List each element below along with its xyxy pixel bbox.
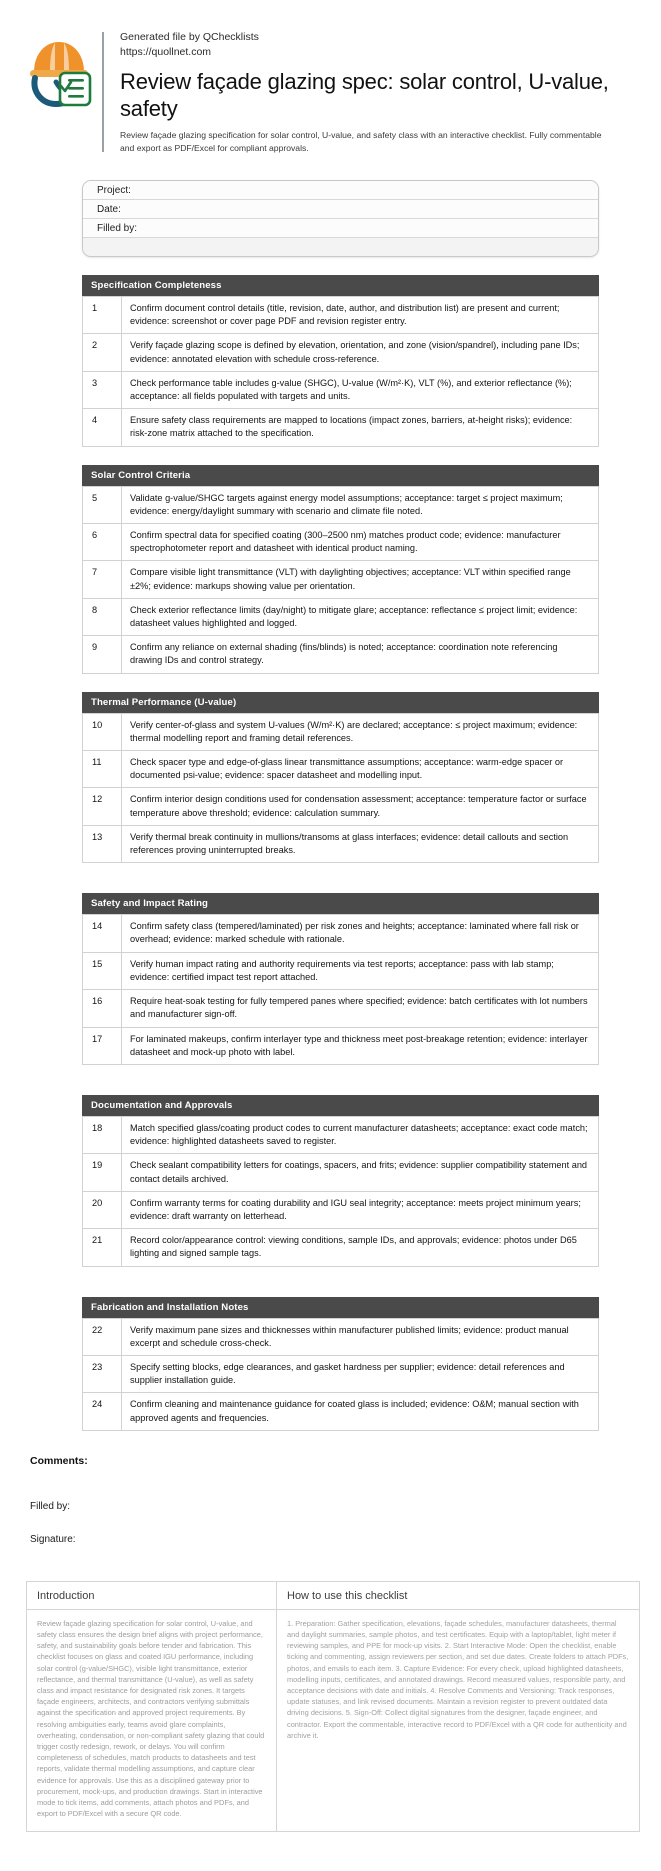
header-text-block (120, 28, 631, 154)
checklist-section (82, 692, 599, 864)
item-text: Check exterior reflectance limits (day/night) to mitigate glare; acceptance: reflectance ≤ project limit; evidence: datasheet values highlighted and logged. (122, 598, 599, 635)
item-number: 11 (83, 751, 122, 788)
checklist-section (82, 1297, 599, 1431)
item-text: Record color/appearance control: viewing conditions, sample IDs, and approvals; evidence: photos under D65 lighting and signed sample tags. (122, 1229, 599, 1266)
checklist-table (82, 1116, 599, 1267)
table-row[interactable] (83, 1027, 599, 1064)
item-text: Verify thermal break continuity in mullions/transoms at glass interfaces; evidence: detail callouts and section references proving uninterrupted breaks. (122, 825, 599, 862)
item-text: Compare visible light transmittance (VLT) with daylighting objectives; acceptance: VLT within specified range ±2%; evidence: markups showing value per orientation. (122, 561, 599, 598)
table-row[interactable] (83, 1393, 599, 1430)
item-number: 10 (83, 713, 122, 750)
howto-panel (277, 1582, 639, 1832)
page-subtitle: Review façade glazing specification for solar control, U-value, and safety class with an interactive checklist. Fully commentable and export as PDF/Excel for compliant approvals. (120, 130, 602, 153)
item-number: 2 (83, 334, 122, 371)
item-text: Specify setting blocks, edge clearances, and gasket hardness per supplier; evidence: detail references and supplier installation guide. (122, 1355, 599, 1392)
checklist-table (82, 1318, 599, 1431)
table-row[interactable] (83, 486, 599, 523)
filled-by-label[interactable]: Filled by: (30, 1500, 71, 1512)
table-row[interactable] (83, 788, 599, 825)
item-number: 22 (83, 1318, 122, 1355)
table-row[interactable] (83, 1318, 599, 1355)
item-text: Verify center-of-glass and system U-values (W/m²·K) are declared; acceptance: ≤ project maximum; evidence: thermal modelling report and framing detail references. (122, 713, 599, 750)
introduction-title: Introduction (27, 1582, 276, 1610)
checklist-section (82, 275, 599, 447)
table-row[interactable] (83, 636, 599, 673)
table-row[interactable] (83, 990, 599, 1027)
item-number: 8 (83, 598, 122, 635)
item-number: 5 (83, 486, 122, 523)
item-text: Require heat-soak testing for fully tempered panes where specified; evidence: batch certificates with lot numbers and manufacturer sign-off. (122, 990, 599, 1027)
comments-label: Comments: (30, 1454, 88, 1467)
table-row[interactable] (83, 713, 599, 750)
introduction-body: Review façade glazing specification for solar control, U-value, and safety class ensures the design brief aligns with project performance, safety, and sustainability goals before tender and fabrication. This checklist focuses on glass and coated IGU performance, including solar control (g-value/SHGC), visible light transmittance, exterior reflectance, and thermal transmittance (U-value), as well as safety class and impact resistance for designated risk zones. It targets façade engineers, architects, and contractors verifying submittals against the specification and approved project requirements. By resolving ambiguities early, teams avoid glare complaints, overheating, condensation, or non-compliant safety glazing that could trigger costly redesign, rework, or delays. You will confirm completeness of schedules, match products to datasheets and test reports, validate thermal modelling assumptions, and capture clear evidence for approvals. Use this as a disciplined gateway prior to procurement, mock-ups, and production drawings. Start in interactive mode to tick items, add comments, attach photos and PDFs, and export to PDF/Excel with a secure QR code. (37, 1618, 265, 1819)
item-text: Check sealant compatibility letters for coatings, spacers, and frits; evidence: supplier compatibility statement and contact details archived. (122, 1154, 599, 1191)
signature-label[interactable]: Signature: (30, 1533, 76, 1545)
table-row[interactable] (83, 825, 599, 862)
checklist-section (82, 893, 599, 1065)
table-row[interactable] (83, 1116, 599, 1153)
checklist-table (82, 713, 599, 864)
table-row[interactable] (83, 561, 599, 598)
table-row[interactable] (83, 371, 599, 408)
introduction-panel (27, 1582, 277, 1832)
item-text: Confirm warranty terms for coating durability and IGU seal integrity; acceptance: meets project minimum years; evidence: draft warranty on letterhead. (122, 1191, 599, 1228)
table-row[interactable] (83, 915, 599, 952)
item-number: 15 (83, 952, 122, 989)
item-number: 16 (83, 990, 122, 1027)
item-number: 9 (83, 636, 122, 673)
item-text: Check performance table includes g-value (SHGC), U-value (W/m²·K), VLT (%), and exterior reflectance (%); acceptance: all fields populated with targets and units. (122, 371, 599, 408)
item-number: 20 (83, 1191, 122, 1228)
item-text: Validate g-value/SHGC targets against energy model assumptions; acceptance: target ≤ project maximum; evidence: energy/daylight summary with scenario and climate file noted. (122, 486, 599, 523)
section-header: Solar Control Criteria (82, 465, 599, 486)
item-number: 12 (83, 788, 122, 825)
checklist-sections (0, 275, 661, 1431)
header-divider (102, 32, 104, 152)
hardhat-clipboard-logo-icon (26, 34, 96, 110)
document-header (0, 0, 661, 154)
table-row[interactable] (83, 409, 599, 446)
section-header: Fabrication and Installation Notes (82, 1297, 599, 1318)
signoff-block (30, 1455, 599, 1545)
table-row[interactable] (83, 1191, 599, 1228)
item-number: 23 (83, 1355, 122, 1392)
table-row[interactable] (83, 598, 599, 635)
item-number: 17 (83, 1027, 122, 1064)
item-number: 18 (83, 1116, 122, 1153)
item-text: Confirm any reliance on external shading (fins/blinds) is noted; acceptance: coordination note referencing drawing IDs and control strategy. (122, 636, 599, 673)
item-text: Confirm cleaning and maintenance guidance for coated glass is included; evidence: O&M; manual section with approved agents and frequencies. (122, 1393, 599, 1430)
table-row[interactable] (83, 334, 599, 371)
table-row[interactable] (83, 751, 599, 788)
generated-by-label: Generated file by QChecklists (120, 31, 259, 43)
item-number: 21 (83, 1229, 122, 1266)
item-text: Confirm document control details (title, revision, date, author, and distribution list) are present and current; evidence: screenshot or cover page PDF and revision register entry. (122, 297, 599, 334)
table-row[interactable] (83, 1229, 599, 1266)
item-text: Confirm safety class (tempered/laminated) per risk zones and heights; acceptance: laminated where fall risk or overhead; evidence: marked schedule with rationale. (122, 915, 599, 952)
item-number: 6 (83, 524, 122, 561)
date-field[interactable]: Date: (83, 200, 598, 219)
item-text: Verify maximum pane sizes and thicknesses within manufacturer published limits; evidence: product manual excerpt and schedule cross-check. (122, 1318, 599, 1355)
howto-body: 1. Preparation: Gather specification, elevations, façade schedules, manufacturer datasheets, thermal and daylight summaries, sample photos, and test certificates. Equip with a laptop/tablet, light meter if reviewing samples, and PPE for mock-up visits. 2. Start Interactive Mode: Open the checklist, enable ticking and commenting, assign reviewers per section, and set due dates. Create folders to attach PDFs, photos, and emails to each item. 3. Capture Evidence: For every check, upload highlighted datasheets, modelling inputs, certificates, and annotated drawings. Record measured values, responsible party, and acceptance decisions with date and initials. 4. Resolve Comments and Versioning: Track responses, update statuses, and link revised documents. Maintain a revision register to prevent outdated data driving decisions. 5. Sign-Off: Collect digital signatures from the designer, façade engineer, and contractor. Export the commentable, interactive record to PDF/Excel with a QR code for authenticity and archive it. (287, 1618, 629, 1740)
section-header: Safety and Impact Rating (82, 893, 599, 914)
item-number: 14 (83, 915, 122, 952)
item-number: 4 (83, 409, 122, 446)
item-text: Match specified glass/coating product codes to current manufacturer datasheets; acceptance: exact code match; evidence: highlighted datasheets saved to register. (122, 1116, 599, 1153)
section-header: Thermal Performance (U-value) (82, 692, 599, 713)
page-title: Review façade glazing spec: solar control, U-value, safety (120, 69, 609, 121)
checklist-table (82, 296, 599, 447)
item-text: For laminated makeups, confirm interlayer type and thickness meet post-breakage retention; evidence: interlayer datasheet and mock-up photo with label. (122, 1027, 599, 1064)
footer-panels (26, 1581, 640, 1833)
source-url: https://quollnet.com (120, 45, 212, 58)
item-text: Confirm interior design conditions used for condensation assessment; acceptance: temperature factor or surface temperature above threshold; evidence: calculation summary. (122, 788, 599, 825)
checklist-table (82, 486, 599, 674)
section-header: Documentation and Approvals (82, 1095, 599, 1116)
item-number: 19 (83, 1154, 122, 1191)
project-field[interactable]: Project: (83, 181, 598, 200)
checklist-section (82, 1095, 599, 1267)
item-number: 7 (83, 561, 122, 598)
section-header: Specification Completeness (82, 275, 599, 296)
checklist-section (82, 465, 599, 674)
table-row[interactable] (83, 524, 599, 561)
item-number: 3 (83, 371, 122, 408)
filled-by-field[interactable]: Filled by: (83, 219, 598, 238)
item-text: Verify human impact rating and authority requirements via test reports; acceptance: pass with lab stamp; evidence: certified impact test report attached. (122, 952, 599, 989)
item-text: Ensure safety class requirements are mapped to locations (impact zones, barriers, at-height risks); evidence: risk-zone matrix attached to the specification. (122, 409, 599, 446)
checklist-table (82, 914, 599, 1065)
item-number: 13 (83, 825, 122, 862)
item-number: 24 (83, 1393, 122, 1430)
table-row[interactable] (83, 1154, 599, 1191)
table-row[interactable] (83, 1355, 599, 1392)
table-row[interactable] (83, 952, 599, 989)
project-meta-box (82, 180, 599, 257)
table-row[interactable] (83, 297, 599, 334)
item-text: Check spacer type and edge-of-glass linear transmittance assumptions; acceptance: warm-edge spacer or documented psi-value; evidence: spacer datasheet and modelling input. (122, 751, 599, 788)
logo-container (26, 28, 100, 110)
meta-blank-row[interactable] (83, 238, 598, 256)
item-text: Confirm spectral data for specified coating (300–2500 nm) matches product code; evidence: manufacturer spectrophotometer report and datasheet with identical product naming. (122, 524, 599, 561)
howto-title: How to use this checklist (277, 1582, 639, 1610)
item-number: 1 (83, 297, 122, 334)
item-text: Verify façade glazing scope is defined by elevation, orientation, and zone (vision/spandrel), including pane IDs; evidence: annotated elevation with schedule cross-reference. (122, 334, 599, 371)
